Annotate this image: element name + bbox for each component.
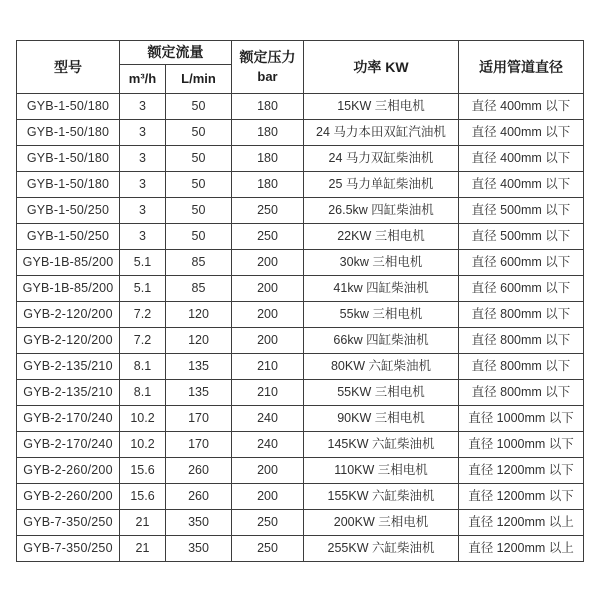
power-cell: 41kw 四缸柴油机: [304, 276, 459, 302]
pressure-cell: 210: [232, 380, 304, 406]
model-cell: GYB-1-50/250: [17, 224, 120, 250]
flow-lmin-cell: 170: [166, 432, 232, 458]
table-header: [17, 41, 584, 94]
pipe-diameter-cell: 直径 600mm 以下: [459, 276, 584, 302]
model-cell: GYB-2-120/200: [17, 328, 120, 354]
power-cell: 66kw 四缸柴油机: [304, 328, 459, 354]
pressure-cell: 240: [232, 432, 304, 458]
model-cell: GYB-1B-85/200: [17, 276, 120, 302]
flow-lmin-cell: 120: [166, 328, 232, 354]
flow-m3h-cell: 21: [120, 510, 166, 536]
model-cell: GYB-1-50/250: [17, 198, 120, 224]
flow-m3h-cell: 7.2: [120, 328, 166, 354]
table-row: [17, 94, 584, 120]
header-flow-m3h: m³/h: [120, 65, 166, 94]
pipe-diameter-cell: 直径 800mm 以下: [459, 328, 584, 354]
table-row: [17, 120, 584, 146]
pressure-cell: 180: [232, 172, 304, 198]
pipe-diameter-cell: 直径 800mm 以下: [459, 302, 584, 328]
power-cell: 80KW 六缸柴油机: [304, 354, 459, 380]
table-row: [17, 536, 584, 562]
pressure-cell: 180: [232, 120, 304, 146]
flow-lmin-cell: 170: [166, 406, 232, 432]
flow-lmin-cell: 50: [166, 120, 232, 146]
model-cell: GYB-2-170/240: [17, 432, 120, 458]
table-row: [17, 172, 584, 198]
pressure-cell: 180: [232, 94, 304, 120]
pipe-diameter-cell: 直径 1000mm 以下: [459, 432, 584, 458]
power-cell: 55KW 三相电机: [304, 380, 459, 406]
spec-table-body: [17, 94, 584, 562]
model-cell: GYB-2-135/210: [17, 380, 120, 406]
flow-m3h-cell: 3: [120, 146, 166, 172]
header-pipe-diameter: 适用管道直径: [459, 41, 584, 94]
header-rated-pressure-unit: bar: [257, 69, 278, 85]
flow-lmin-cell: 350: [166, 510, 232, 536]
power-cell: 26.5kw 四缸柴油机: [304, 198, 459, 224]
pressure-cell: 240: [232, 406, 304, 432]
pipe-diameter-cell: 直径 400mm 以下: [459, 146, 584, 172]
table-row: [17, 328, 584, 354]
model-cell: GYB-1-50/180: [17, 120, 120, 146]
table-row: [17, 510, 584, 536]
table-row: [17, 432, 584, 458]
pipe-diameter-cell: 直径 1200mm 以下: [459, 484, 584, 510]
flow-lmin-cell: 85: [166, 276, 232, 302]
pressure-cell: 250: [232, 198, 304, 224]
header-rated-pressure: [232, 41, 304, 94]
model-cell: GYB-2-170/240: [17, 406, 120, 432]
flow-lmin-cell: 50: [166, 172, 232, 198]
table-row: [17, 484, 584, 510]
flow-m3h-cell: 3: [120, 224, 166, 250]
pressure-cell: 200: [232, 250, 304, 276]
model-cell: GYB-2-135/210: [17, 354, 120, 380]
flow-m3h-cell: 3: [120, 198, 166, 224]
pressure-cell: 200: [232, 484, 304, 510]
header-flow-lmin: L/min: [166, 65, 232, 94]
table-row: [17, 406, 584, 432]
spec-table-container: [16, 40, 584, 562]
flow-m3h-cell: 5.1: [120, 276, 166, 302]
pressure-cell: 200: [232, 276, 304, 302]
flow-m3h-cell: 3: [120, 94, 166, 120]
power-cell: 15KW 三相电机: [304, 94, 459, 120]
model-cell: GYB-7-350/250: [17, 536, 120, 562]
flow-m3h-cell: 15.6: [120, 484, 166, 510]
pressure-cell: 250: [232, 510, 304, 536]
power-cell: 255KW 六缸柴油机: [304, 536, 459, 562]
pipe-diameter-cell: 直径 1200mm 以上: [459, 510, 584, 536]
pipe-diameter-cell: 直径 1200mm 以上: [459, 536, 584, 562]
flow-lmin-cell: 135: [166, 354, 232, 380]
pressure-cell: 200: [232, 302, 304, 328]
power-cell: 30kw 三相电机: [304, 250, 459, 276]
header-rated-pressure-title: 额定压力: [239, 49, 296, 66]
table-row: [17, 198, 584, 224]
header-power: 功率 KW: [304, 41, 459, 94]
pipe-diameter-cell: 直径 500mm 以下: [459, 198, 584, 224]
power-cell: 155KW 六缸柴油机: [304, 484, 459, 510]
power-cell: 110KW 三相电机: [304, 458, 459, 484]
model-cell: GYB-2-120/200: [17, 302, 120, 328]
flow-lmin-cell: 260: [166, 484, 232, 510]
pipe-diameter-cell: 直径 800mm 以下: [459, 354, 584, 380]
spec-table: [16, 40, 584, 562]
power-cell: 145KW 六缸柴油机: [304, 432, 459, 458]
header-rated-flow: 额定流量: [120, 41, 232, 65]
flow-lmin-cell: 120: [166, 302, 232, 328]
flow-lmin-cell: 50: [166, 224, 232, 250]
pipe-diameter-cell: 直径 400mm 以下: [459, 120, 584, 146]
flow-m3h-cell: 5.1: [120, 250, 166, 276]
header-model: 型号: [17, 41, 120, 94]
power-cell: 22KW 三相电机: [304, 224, 459, 250]
power-cell: 55kw 三相电机: [304, 302, 459, 328]
model-cell: GYB-2-260/200: [17, 458, 120, 484]
model-cell: GYB-1B-85/200: [17, 250, 120, 276]
flow-m3h-cell: 3: [120, 172, 166, 198]
power-cell: 25 马力单缸柴油机: [304, 172, 459, 198]
pipe-diameter-cell: 直径 500mm 以下: [459, 224, 584, 250]
flow-lmin-cell: 50: [166, 146, 232, 172]
flow-lmin-cell: 85: [166, 250, 232, 276]
pipe-diameter-cell: 直径 400mm 以下: [459, 172, 584, 198]
pressure-cell: 210: [232, 354, 304, 380]
flow-m3h-cell: 10.2: [120, 432, 166, 458]
flow-lmin-cell: 135: [166, 380, 232, 406]
pressure-cell: 250: [232, 536, 304, 562]
power-cell: 90KW 三相电机: [304, 406, 459, 432]
power-cell: 200KW 三相电机: [304, 510, 459, 536]
pipe-diameter-cell: 直径 800mm 以下: [459, 380, 584, 406]
power-cell: 24 马力双缸柴油机: [304, 146, 459, 172]
table-row: [17, 146, 584, 172]
flow-m3h-cell: 8.1: [120, 354, 166, 380]
table-row: [17, 354, 584, 380]
pressure-cell: 180: [232, 146, 304, 172]
flow-lmin-cell: 350: [166, 536, 232, 562]
table-row: [17, 224, 584, 250]
model-cell: GYB-7-350/250: [17, 510, 120, 536]
table-row: [17, 250, 584, 276]
flow-lmin-cell: 50: [166, 94, 232, 120]
flow-m3h-cell: 8.1: [120, 380, 166, 406]
table-row: [17, 380, 584, 406]
pipe-diameter-cell: 直径 600mm 以下: [459, 250, 584, 276]
flow-lmin-cell: 50: [166, 198, 232, 224]
pipe-diameter-cell: 直径 1200mm 以下: [459, 458, 584, 484]
flow-lmin-cell: 260: [166, 458, 232, 484]
model-cell: GYB-1-50/180: [17, 172, 120, 198]
flow-m3h-cell: 3: [120, 120, 166, 146]
model-cell: GYB-2-260/200: [17, 484, 120, 510]
flow-m3h-cell: 21: [120, 536, 166, 562]
table-row: [17, 276, 584, 302]
header-row-top: [17, 41, 584, 65]
table-row: [17, 302, 584, 328]
pipe-diameter-cell: 直径 400mm 以下: [459, 94, 584, 120]
model-cell: GYB-1-50/180: [17, 146, 120, 172]
model-cell: GYB-1-50/180: [17, 94, 120, 120]
pressure-cell: 200: [232, 328, 304, 354]
pressure-cell: 200: [232, 458, 304, 484]
flow-m3h-cell: 10.2: [120, 406, 166, 432]
table-row: [17, 458, 584, 484]
flow-m3h-cell: 7.2: [120, 302, 166, 328]
flow-m3h-cell: 15.6: [120, 458, 166, 484]
power-cell: 24 马力本田双缸汽油机: [304, 120, 459, 146]
pipe-diameter-cell: 直径 1000mm 以下: [459, 406, 584, 432]
pressure-cell: 250: [232, 224, 304, 250]
